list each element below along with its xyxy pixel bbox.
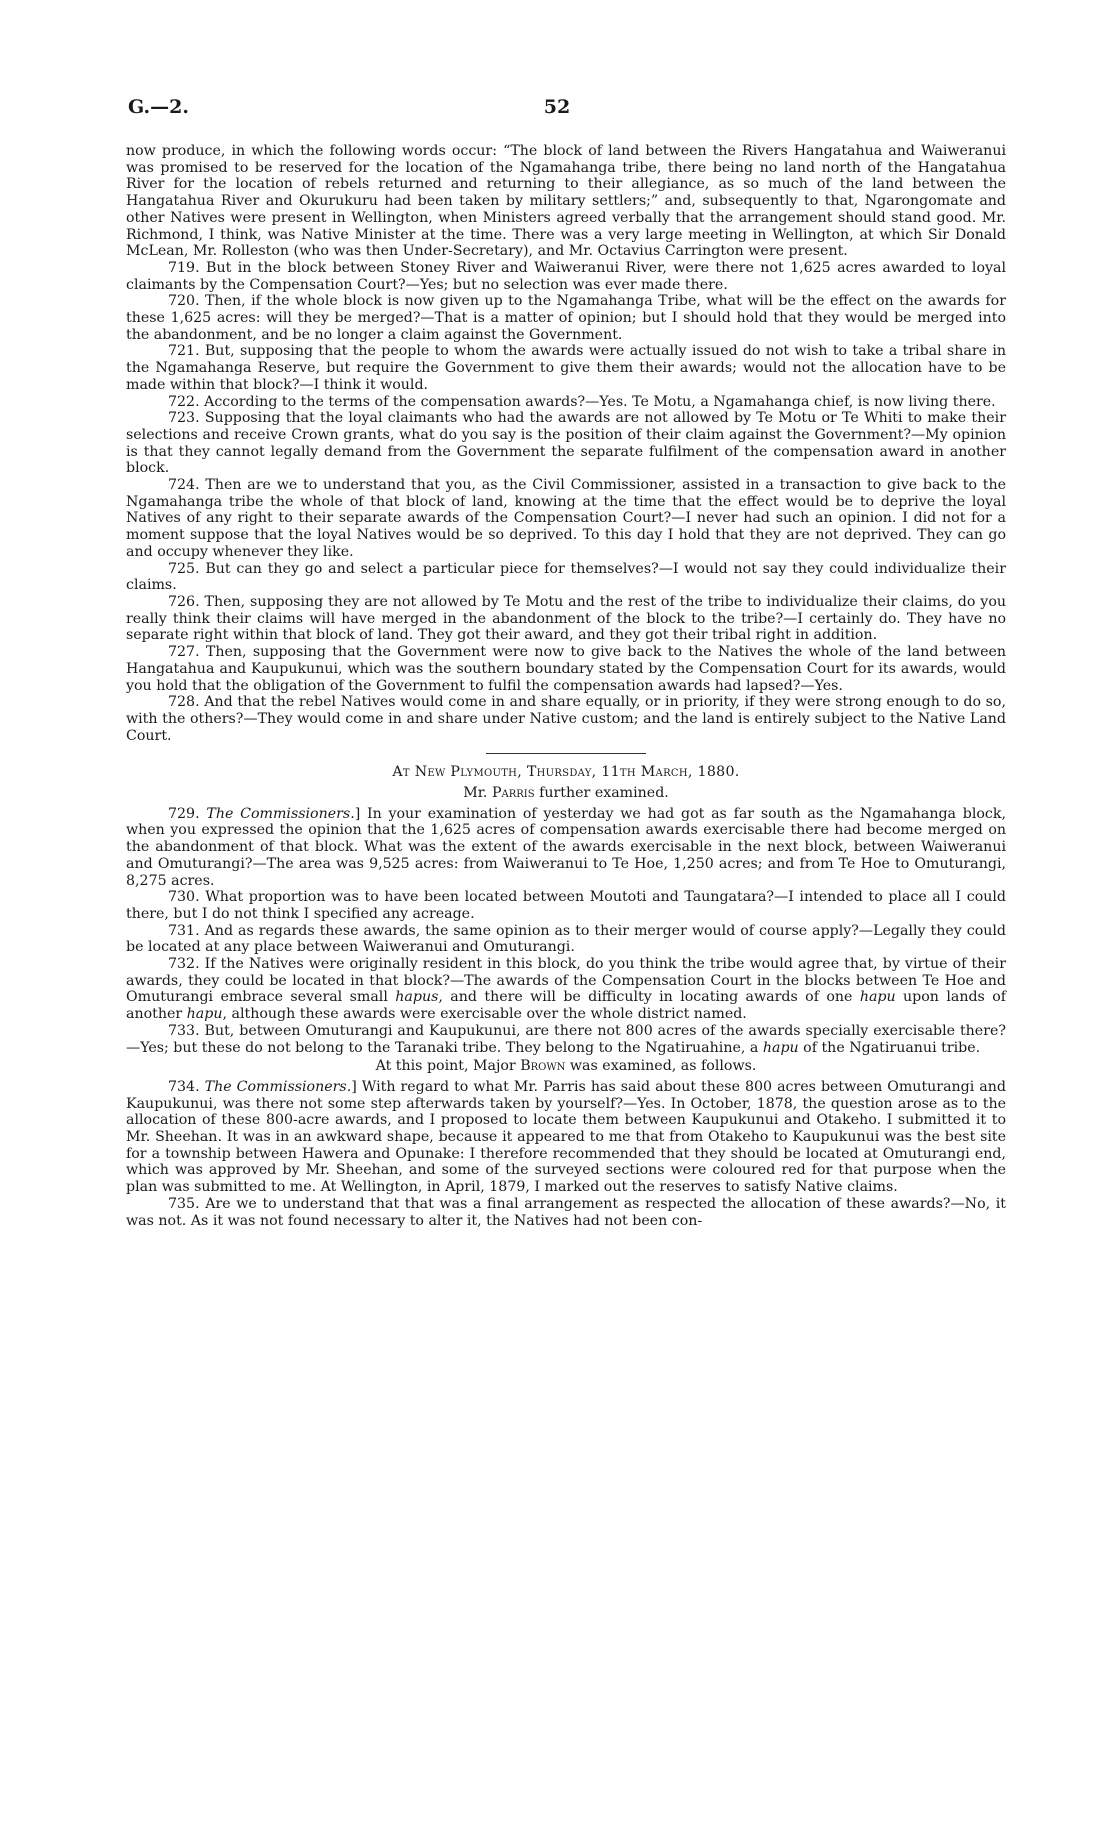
witness-heading-prefix: Mr. [463, 785, 492, 802]
witness-name: Parris [491, 785, 535, 802]
document-code: G.—2. [128, 96, 189, 118]
paragraph-732 [126, 956, 1006, 1023]
witness-heading [126, 785, 1006, 802]
page-number: 52 [543, 96, 571, 118]
italic-term: hapu [859, 989, 896, 1006]
witness-heading-suffix: further examined. [534, 785, 669, 802]
paragraph-725: 725. But can they go and select a particular piece for themselves?—I would not say they could individualize their claims. [126, 560, 1006, 594]
section-divider [486, 753, 646, 754]
paragraph-text: upon lands of another [126, 989, 1007, 1023]
question-number: 729. [168, 805, 207, 822]
italic-term: hapus [395, 989, 439, 1006]
paragraph-text: ] With regard to what Mr. Parris has said about these 800 acres between Omuturangi and Kaupukunui, was there not some step afterwards taken by yourself?—Yes. In October, 1878, the question arose as to the allocation of these 800-acre awards, and I proposed to locate them between Kaupukunui and Otakeho. I submitted it to Mr. Sheehan. It was in an awkward shape, because it appeared to me that from Otakeho to Kaupukunui was the best site for a township between Hawera and Opunake: I therefore recommended that they should be located at Omuturangi end, which was approved by Mr. Sheehan, and some of the surveyed sections were coloured red for that purpose when the plan was submitted to me. At Wellington, in April, 1879, I marked out the reserves to satisfy Native claims. [126, 1078, 1006, 1196]
page-header [128, 96, 986, 126]
italic-term: hapu [762, 1039, 799, 1056]
paragraph-721: 721. But, supposing that the people to whom the awards were actually issued do not wish to take a tribal share in the Ngamahanga Reserve, but require the Government to give them their awards; would not the allocation have to be made within that block?—I think it would. [126, 343, 1006, 393]
paragraph-735: 735. Are we to understand that that was a final arrangement as respected the allocation of these awards?—No, it was not. As it was not found necessary to alter it, the Natives had not been con- [126, 1195, 1006, 1229]
witness-heading-suffix: was examined, as follows. [565, 1058, 757, 1075]
paragraph-727: 727. Then, supposing that the Government were now to give back to the Natives the whole of the land between Hangatahua and Kaupukunui, which was the southern boundary stated by the Compensation Court for its awards, would you hold that the obligation of the Government to fulfil the compensation awards had lapsed?—Yes. [126, 644, 1006, 694]
witness-heading-brown [126, 1058, 1006, 1075]
italic-term: hapu [186, 1006, 223, 1023]
paragraph-724: 724. Then are we to understand that you, as the Civil Commissioner, assisted in a transaction to give back to the Ngamahanga tribe the whole of that block of land, knowing at the time that the effect would be to deprive the loyal Natives of any right to their separate awards of the Compensation Court?—I never had such an opinion. I did not for a moment suppose that the loyal Natives would be so deprived. To this day I hold that they are not deprived. They can go and occupy whenever they like. [126, 477, 1006, 560]
paragraph-text: , and there will be difficulty in locating awards of one [438, 989, 860, 1006]
paragraph-733 [126, 1023, 1006, 1056]
witness-heading-prefix: At this point, Major [375, 1058, 521, 1075]
paragraph-text: , although these awards were exercisable over the whole district named. [222, 1006, 747, 1023]
paragraph-continuation: now produce, in which the following words occur: “The block of land between the Rivers Hangatahua and Waiweranui was promised to be reserved for the location of the Ngamahanga tribe, there being no land north of the Hangatahua River for the location of rebels returned and returning to their allegiance, as so much of the land between the Hangatahua River and Okurukuru had been taken by military settlers;” and, subsequently to that, Ngarongomate and other Natives were present in Wellington, when Ministers agreed verbally that the arrangement should stand good. Mr. Richmond, I think, was Native Minister at the time. There was a very large meeting in Wellington, at which Sir Donald McLean, Mr. Rolleston (who was then Under-Secretary), and Mr. Octavius Carrington were present. [126, 143, 1006, 260]
session-heading: At New Plymouth, Thursday, 11th March, 1880. [392, 764, 740, 781]
witness-name: Brown [520, 1058, 566, 1075]
paragraph-720: 720. Then, if the whole block is now given up to the Ngamahanga Tribe, what will be the effect on the awards for these 1,625 acres: will they be merged?—That is a matter of opinion; but I should hold that they would be merged into the abandonment, and be no longer a claim against the Government. [126, 293, 1006, 343]
paragraph-text: 732. If the Natives were originally resident in this block, do you think the tribe would agree that, by virtue of their awards, they could be located in that block?—The awards of the Compensation Court in the blocks between Te Hoe and Omuturangi embrace several small [126, 956, 1006, 1006]
paragraph-728: 728. And that the rebel Natives would come in and share equally, or in priority, if they were strong enough to do so, with the others?—They would come in and share under Native custom; and the land is entirely subject to the Native Land Court. [126, 694, 1006, 744]
paragraph-text: 733. But, between Omuturangi and Kaupukunui, are there not 800 acres of the awards specially exercisable there?—Yes; but these do not belong to the Taranaki tribe. They belong to the Ngatiruahine, a [126, 1022, 1006, 1056]
question-number: 734. [168, 1078, 205, 1095]
speaker-label: The Commissioners. [204, 1078, 352, 1095]
paragraph-723: 723. Supposing that the loyal claimants who had the awards are not allowed by Te Motu or Te Whiti to make their selections and receive Crown grants, what do you say is the position of their claim against the Government?—My opinion is that they cannot legally demand from the Government the separate fulfilment of the compensation award in another block. [126, 410, 1006, 477]
paragraph-734 [126, 1079, 1006, 1196]
paragraph-729 [126, 806, 1006, 890]
paragraph-719: 719. But in the block between Stoney River and Waiweranui River, were there not 1,625 acres awarded to loyal claimants by the Compensation Court?—Yes; but no selection was ever made there. [126, 259, 1006, 293]
paragraph-text: of the Ngatiruanui tribe. [798, 1039, 981, 1056]
paragraph-text: ] In your examination of yesterday we had got as far south as the Ngamahanga block, when you expressed the opinion that the 1,625 acres of compensation awards exercisable there had become merged on the abandonment of that block. What was the extent of the awards exercisable in the next block, between Waiweranui and Omuturangi?—The area was 9,525 acres: from Waiweranui to Te Hoe, 1,250 acres; and from Te Hoe to Omuturangi, 8,275 acres. [126, 805, 1006, 889]
page-body [126, 143, 1006, 1229]
speaker-label: The Commissioners. [206, 805, 355, 822]
paragraph-731: 731. And as regards these awards, the same opinion as to their merger would of course apply?—Legally they could be located at any place between Waiweranui and Omuturangi. [126, 922, 1006, 956]
paragraph-722: 722. According to the terms of the compensation awards?—Yes. Te Motu, a Ngamahanga chief, is now living there. [168, 393, 996, 410]
paragraph-726: 726. Then, supposing they are not allowed by Te Motu and the rest of the tribe to individualize their claims, do you really think their claims will have merged in the abandonment of the block to the tribe?—I certainly do. They have no separate right within that block of land. They got their award, and they got their tribal right in addition. [126, 593, 1006, 644]
paragraph-730: 730. What proportion was to have been located between Moutoti and Taungatara?—I intended to place all I could there, but I do not think I specified any acreage. [126, 889, 1006, 922]
